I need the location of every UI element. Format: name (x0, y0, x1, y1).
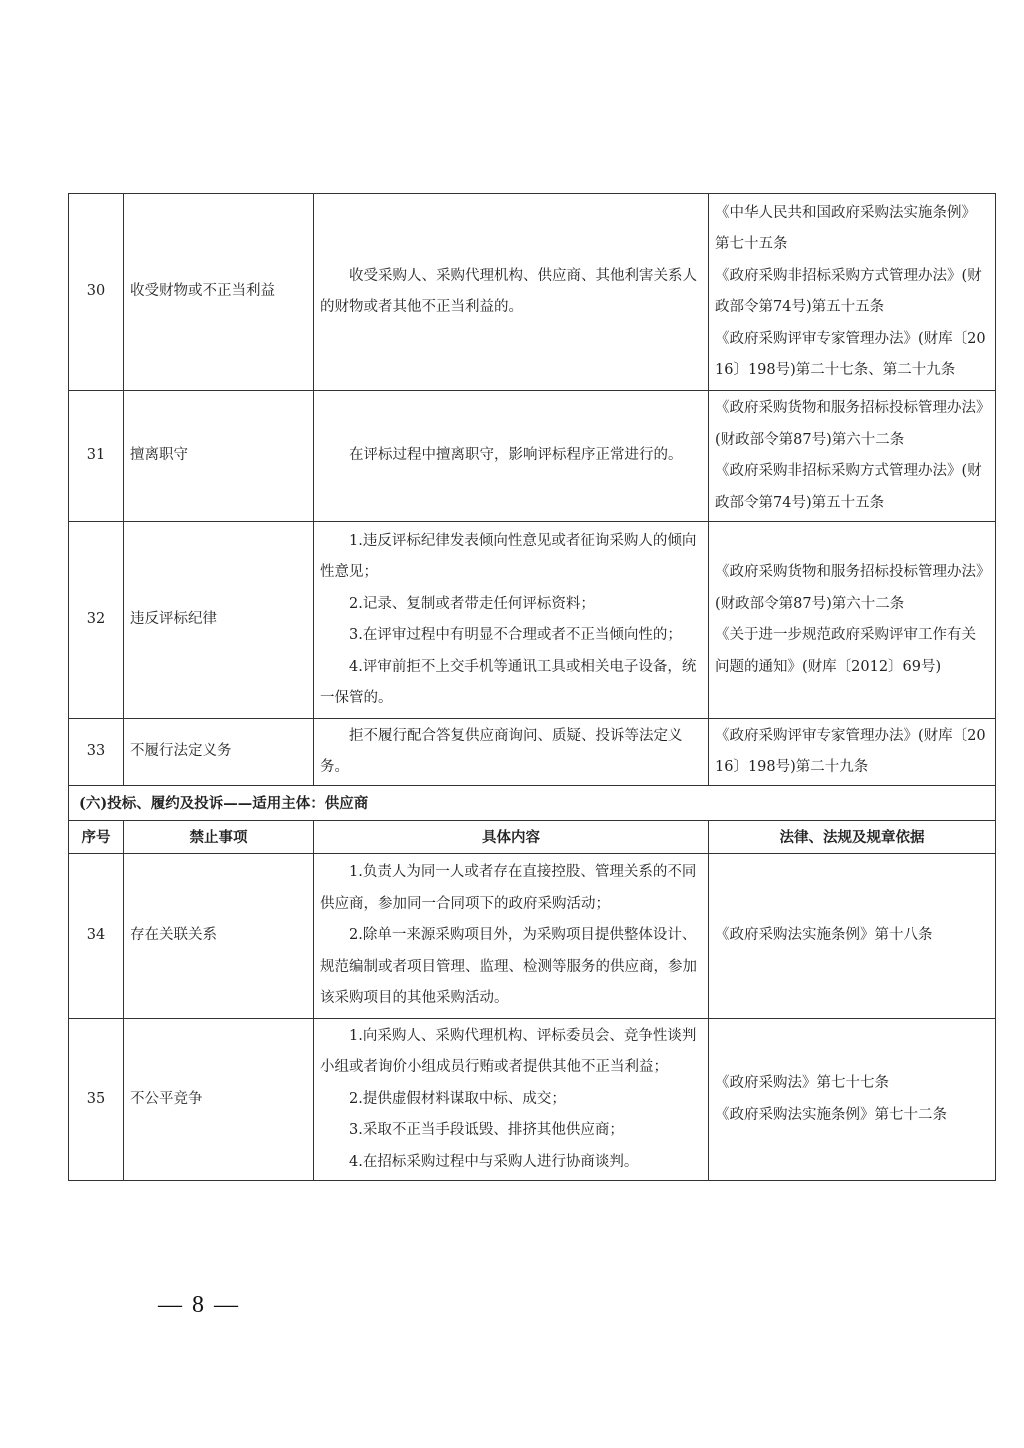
content-paragraph: 收受采购人、采购代理机构、供应商、其他利害关系人的财物或者其他不正当利益的。 (320, 267, 697, 315)
content-paragraph: 2.提供虚假材料谋取中标、成交； (349, 1090, 566, 1107)
content-paragraph: 4.在招标采购过程中与采购人进行协商谈判。 (349, 1153, 639, 1170)
basis-reference: 《政府采购法实施条例》第七十二条 (715, 1106, 947, 1123)
basis-cell (709, 194, 996, 391)
table-row (69, 522, 996, 719)
row-number: 33 (69, 719, 124, 786)
row-number: 30 (69, 194, 124, 391)
page-number: — 8 — (158, 1292, 240, 1318)
basis-cell (709, 1019, 996, 1181)
basis-cell (709, 391, 996, 522)
row-number: 34 (69, 854, 124, 1019)
content-paragraph: 2.除单一来源采购项目外，为采购项目提供整体设计、规范编制或者项目管理、监理、检测等服务的供应商，参加该采购项目的其他采购活动。 (320, 927, 697, 1007)
prohibited-item: 擅离职守 (124, 391, 314, 522)
basis-reference: 《政府采购评审专家管理办法》(财库〔2016〕198号)第二十七条、第二十九条 (715, 330, 986, 378)
content-paragraph: 拒不履行配合答复供应商询问、质疑、投诉等法定义务。 (320, 727, 683, 775)
header-row (69, 821, 996, 854)
header-basis: 法律、法规及规章依据 (709, 821, 996, 854)
content-cell (314, 522, 709, 719)
section-title: (六)投标、履约及投诉——适用主体：供应商 (69, 786, 996, 821)
prohibition-table (68, 193, 996, 1181)
row-number: 32 (69, 522, 124, 719)
basis-reference: 《关于进一步规范政府采购评审工作有关问题的通知》(财库〔2012〕69号) (715, 627, 976, 675)
header-content: 具体内容 (314, 821, 709, 854)
content-cell (314, 1019, 709, 1181)
content-paragraph: 2.记录、复制或者带走任何评标资料； (349, 595, 595, 612)
table-row (69, 391, 996, 522)
content-cell (314, 719, 709, 786)
content-paragraph: 1.向采购人、采购代理机构、评标委员会、竞争性谈判小组或者询价小组成员行贿或者提供其他不正当利益； (320, 1027, 697, 1076)
table-row (69, 719, 996, 786)
basis-cell (709, 522, 996, 719)
basis-reference: 《政府采购货物和服务招标投标管理办法》(财政部令第87号)第六十二条 (715, 564, 984, 612)
table-row (69, 194, 996, 391)
basis-reference: 《政府采购非招标采购方式管理办法》(财政部令第74号)第五十五条 (715, 463, 982, 511)
prohibited-item: 违反评标纪律 (124, 522, 314, 719)
basis-reference: 《政府采购货物和服务招标投标管理办法》(财政部令第87号)第六十二条 (715, 400, 984, 448)
basis-reference: 《政府采购法实施条例》第十八条 (715, 927, 933, 944)
header-item: 禁止事项 (124, 821, 314, 854)
content-paragraph: 1.负责人为同一人或者存在直接控股、管理关系的不同供应商，参加同一合同项下的政府采购活动； (320, 864, 697, 912)
basis-reference: 《政府采购评审专家管理办法》(财库〔2016〕198号)第二十九条 (715, 727, 986, 775)
table-row (69, 854, 996, 1019)
content-paragraph: 4.评审前拒不上交手机等通讯工具或相关电子设备，统一保管的。 (320, 658, 697, 706)
prohibited-item: 不履行法定义务 (124, 719, 314, 786)
row-number: 31 (69, 391, 124, 522)
prohibited-item: 存在关联关系 (124, 854, 314, 1019)
content-paragraph: 3.在评审过程中有明显不合理或者不正当倾向性的； (349, 627, 682, 643)
row-number: 35 (69, 1019, 124, 1181)
content-cell (314, 854, 709, 1019)
table-row (69, 1019, 996, 1181)
prohibited-item: 收受财物或不正当利益 (124, 194, 314, 391)
basis-reference: 《政府采购非招标采购方式管理办法》(财政部令第74号)第五十五条 (715, 267, 982, 315)
prohibited-item: 不公平竞争 (124, 1019, 314, 1181)
basis-reference: 《政府采购法》第七十七条 (715, 1075, 889, 1091)
basis-cell (709, 854, 996, 1019)
basis-reference: 《中华人民共和国政府采购法实施条例》第七十五条 (715, 204, 976, 252)
section-row (69, 786, 996, 821)
content-cell (314, 391, 709, 522)
content-paragraph: 1.违反评标纪律发表倾向性意见或者征询采购人的倾向性意见； (320, 532, 697, 580)
content-paragraph: 3.采取不正当手段诋毁、排挤其他供应商； (349, 1122, 624, 1139)
content-cell (314, 194, 709, 391)
basis-cell (709, 719, 996, 786)
header-no: 序号 (69, 821, 124, 854)
content-paragraph: 在评标过程中擅离职守，影响评标程序正常进行的。 (349, 447, 683, 464)
